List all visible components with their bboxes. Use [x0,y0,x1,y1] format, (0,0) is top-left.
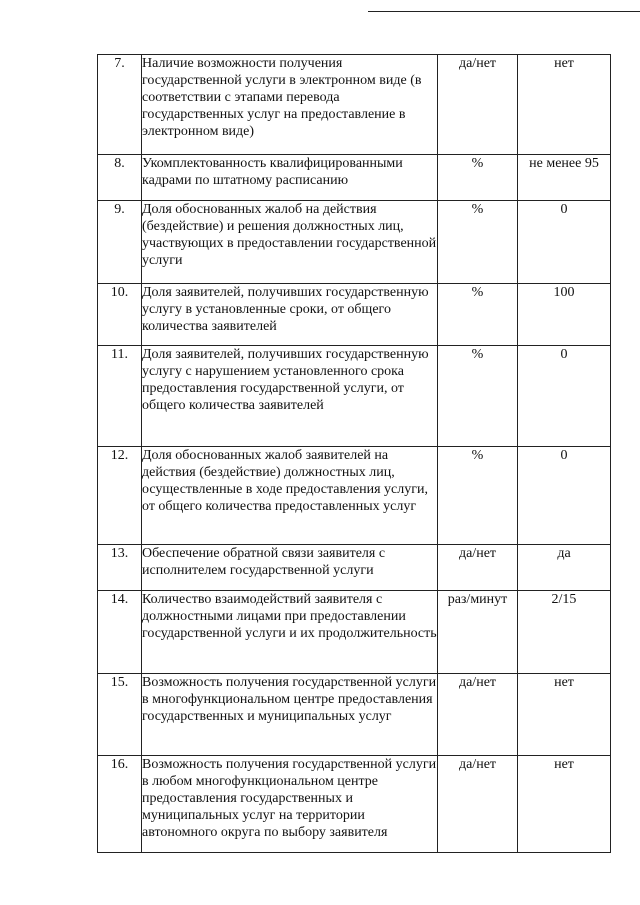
row-number: 10. [98,284,142,346]
row-number: 15. [98,674,142,756]
row-number: 12. [98,447,142,545]
table-row [98,447,611,545]
table-row [98,545,611,591]
indicator-name: Доля заявителей, получивших государственную услугу с нарушением установленного срока предоставления государственной услуги, от общего количества заявителей [142,346,438,447]
value-cell: не менее 95 [518,155,611,201]
table-row [98,155,611,201]
value-cell: 0 [518,201,611,284]
table-row [98,756,611,853]
indicator-name: Укомплектованность квалифицированными кадрами по штатному расписанию [142,155,438,201]
row-number: 7. [98,55,142,155]
value-cell: нет [518,55,611,155]
value-cell: 2/15 [518,591,611,674]
unit-cell: % [438,346,518,447]
top-edge-line [368,11,640,12]
unit-cell: да/нет [438,545,518,591]
value-cell: 0 [518,346,611,447]
indicator-name: Наличие возможности получения государственной услуги в электронном виде (в соответствии с этапами перевода государственных услуг на предоставление в электронном виде) [142,55,438,155]
unit-cell: да/нет [438,756,518,853]
unit-cell: % [438,201,518,284]
indicator-name: Обеспечение обратной связи заявителя с исполнителем государственной услуги [142,545,438,591]
unit-cell: да/нет [438,55,518,155]
indicator-name: Доля обоснованных жалоб на действия (бездействие) и решения должностных лиц, участвующих в предоставлении государственной услуги [142,201,438,284]
unit-cell: раз/минут [438,591,518,674]
table-row [98,55,611,155]
value-cell: нет [518,674,611,756]
table-row [98,201,611,284]
indicators-table [97,54,611,853]
value-cell: нет [518,756,611,853]
table-row [98,346,611,447]
indicator-name: Возможность получения государственной услуги в любом многофункциональном центре предоставления государственных и муниципальных услуг на территории автономного округа по выбору заявителя [142,756,438,853]
row-number: 9. [98,201,142,284]
value-cell: 100 [518,284,611,346]
unit-cell: % [438,155,518,201]
value-cell: да [518,545,611,591]
indicator-name: Количество взаимодействий заявителя с должностными лицами при предоставлении государственной услуги и их продолжительность [142,591,438,674]
table-row [98,674,611,756]
unit-cell: да/нет [438,674,518,756]
row-number: 16. [98,756,142,853]
row-number: 13. [98,545,142,591]
row-number: 11. [98,346,142,447]
value-cell: 0 [518,447,611,545]
row-number: 14. [98,591,142,674]
indicator-name: Доля обоснованных жалоб заявителей на действия (бездействие) должностных лиц, осуществленные в ходе предоставления услуги, от общего количества предоставленных услуг [142,447,438,545]
unit-cell: % [438,447,518,545]
row-number: 8. [98,155,142,201]
indicator-name: Возможность получения государственной услуги в многофункциональном центре предоставления государственных и муниципальных услуг [142,674,438,756]
table-row [98,284,611,346]
table-row [98,591,611,674]
unit-cell: % [438,284,518,346]
indicator-name: Доля заявителей, получивших государственную услугу в установленные сроки, от общего количества заявителей [142,284,438,346]
